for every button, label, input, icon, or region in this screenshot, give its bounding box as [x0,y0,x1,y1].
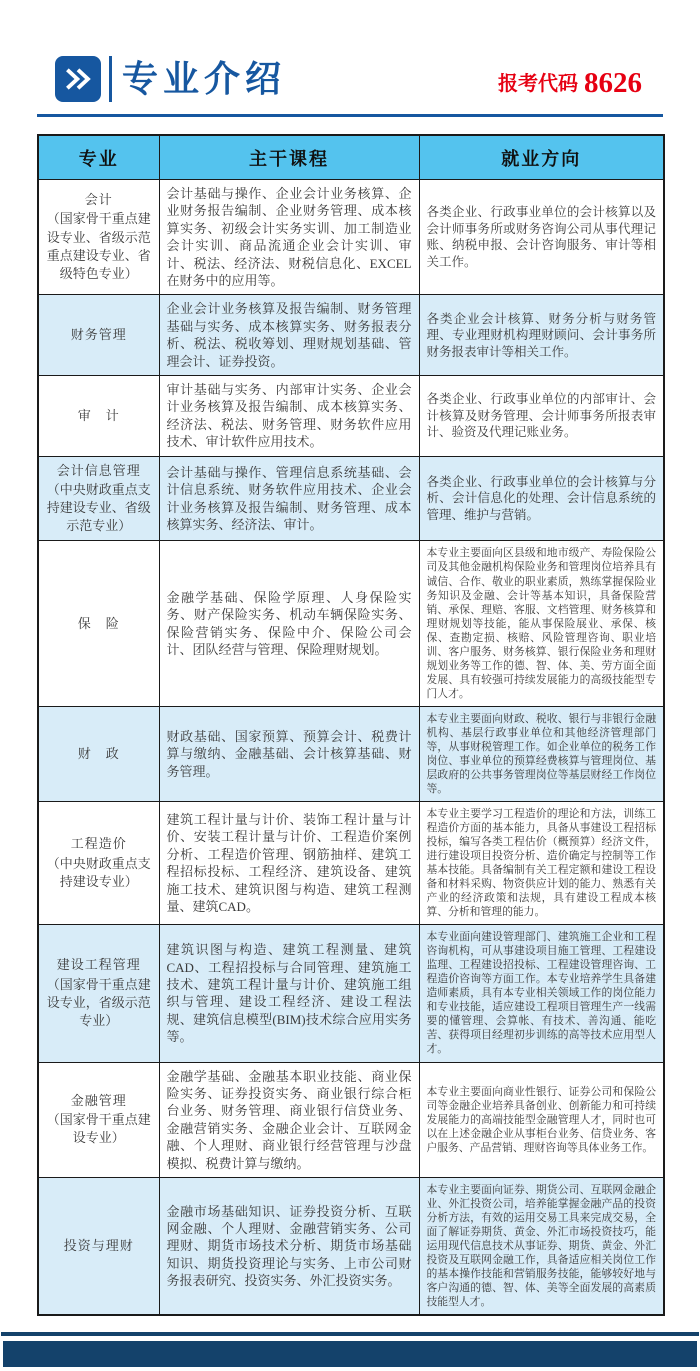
majors-table [37,134,665,1316]
major-name: 工程造价 [70,836,127,852]
column-header-major: 专业 [38,135,159,180]
courses-cell: 会计基础与操作、企业会计业务核算、企业财务报告编制、企业财务管理、成本核算实务、初级会计实务实训、加工制造业会计实训、商品流通企业会计实训、审计、税法、经济法、财税信息化、EXCEL在财务中的应用等。 [159,180,419,295]
table-header-row [38,135,664,180]
table-row [38,706,664,801]
double-chevron-right-icon [55,56,101,102]
major-cell [38,801,159,924]
employment-cell: 本专业主要面向区县级和地市级产、寿险保险公司及其他金融机构保险业务和管理岗位培养具有诚信、合作、敬业的职业素质，熟练掌握保险业务知识及金融、会计等基本知识，具备保险营销、承保、理赔、客服、文档管理、财务核算和理财规划等技能，能从事保险展业、承保、核保、查勘定损、核赔、风险管理咨询、职业培训、客户服务、财务核算、银行保险业务和理财规划业务等工作的德、智、体、美、劳方面全面发展、具有较强可持续发展能力的高级技能型专门人才。 [419,541,664,706]
courses-cell: 建筑工程计量与计价、装饰工程计量与计价、安装工程计量与计价、工程造价案例分析、工程造价管理、钢筋抽样、建筑工程招标投标、工程经济、建筑设备、建筑施工技术、建筑识图与构造、建筑工程测量、建筑CAD。 [159,801,419,924]
major-name: 投资与理财 [63,1237,134,1253]
employment-cell: 本专业主要面向财政、税收、银行与非银行金融机构、基层行政事业单位和其他经济管理部门等，从事财税管理工作。如企业单位的税务工作岗位、事业单位的预算经费核算与管理岗位、基层政府的公共事务管理岗位等基层财经工作岗位等。 [419,706,664,801]
table-row [38,376,664,457]
major-name: 建设工程管理 [56,957,141,973]
major-cell [38,541,159,706]
major-cell [38,456,159,541]
page-header [0,0,700,102]
major-note: （国家骨干重点建设专业、省级示范重点建设专业、省级特色专业） [46,211,151,281]
major-name: 财务管理 [70,327,127,343]
page-footer [0,1332,700,1367]
major-name: 保 险 [77,615,120,631]
code-value: 8626 [584,67,642,99]
major-note: （中央财政重点支持建设专业） [46,855,151,889]
courses-cell: 金融市场基础知识、证券投资分析、互联网金融、个人理财、金融营销实务、公司理财、期货市场技术分析、期货市场基础知识、期货投资理论与实务、上市公司财务报表研究、投资实务、外汇投资实务。 [159,1177,419,1315]
major-name: 会计信息管理 [56,462,141,478]
major-note: （国家骨干重点建设专业，省级示范专业） [46,976,151,1029]
application-code [498,69,642,102]
footer-bar [3,1341,697,1367]
courses-cell: 企业会计业务核算及报告编制、财务管理基础与实务、成本核算实务、财务报表分析、税法、税收筹划、理财规划基础、管理会计、证券投资。 [159,295,419,376]
employment-cell: 各类企业会计核算、财务分析与财务管理、专业理财机构理财顾问、会计事务所财务报表审计等相关工作。 [419,295,664,376]
table-row [38,180,664,295]
major-name: 会计 [84,192,113,208]
major-name: 金融管理 [70,1092,127,1108]
brand [55,56,286,102]
courses-cell: 会计基础与操作、管理信息系统基础、会计信息系统、财务软件应用技术、企业会计业务核算及报告编制、财务管理、成本核算实务、经济法、审计。 [159,456,419,541]
major-name: 审 计 [77,407,120,423]
major-cell [38,925,159,1062]
employment-cell: 本专业主要面向证券、期货公司、互联网金融企业、外汇投资公司，培养能掌握金融产品的投资分析方法，有效的运用交易工具来完成交易，全面了解证券期货、黄金、外汇市场投资技巧，能运用现代信息技术从事证券、期货、黄金、外汇投资及互联网金融工作，具备适应相关岗位工作的基本操作技能和营销服务技能，能够较好地与客户沟通的德、智、体、美等全面发展的高素质技能型人才。 [419,1177,664,1315]
employment-cell: 各类企业、行政事业单位的内部审计、会计核算及财务管理、会计师事务所报表审计、验资及代理记账业务。 [419,376,664,457]
employment-cell: 本专业主要学习工程造价的理论和方法，训练工程造价方面的基本能力，具备从事建设工程招标投标，编写各类工程估价（概预算）经济文件，进行建设项目投资分析、造价确定与控制等工作基本技能。具备编制有关工程定额和建设工程设备和材料采购、物资供应计划的能力、熟悉有关产业的经济政策和法规，具有建设工程成本核算、分析和管理的能力。 [419,801,664,924]
employment-cell: 本专业面向建设管理部门、建筑施工企业和工程咨询机构，可从事建设项目施工管理、工程建设监理、工程建设招投标、工程建设管理咨询、工程造价咨询等方面工作。本专业培养学生具备建造师素质，具有本专业相关领域工作的岗位能力和专业技能，适应建设工程项目管理生产一线需要的懂管理、会算帐、有技术、善沟通、能吃苦、获得项目经理初步训练的高等技术应用型人才。 [419,925,664,1062]
table-row [38,295,664,376]
courses-cell: 审计基础与实务、内部审计实务、企业会计业务核算及报告编制、成本核算实务、经济法、税法、财务管理、财务软件应用技术、审计软件应用技术。 [159,376,419,457]
table-row [38,541,664,706]
table-row [38,456,664,541]
courses-cell: 建筑识图与构造、建筑工程测量、建筑CAD、工程招投标与合同管理、建筑施工技术、建筑工程计量与计价、建筑施工组织与管理、建设工程经济、建设工程法规、建筑信息模型(BIM)技术综合应用实务等。 [159,925,419,1062]
table-row [38,801,664,924]
major-note: （国家骨干重点建设专业） [46,1112,151,1146]
table-row [38,1062,664,1177]
employment-cell: 各类企业、行政事业单位的会计核算以及会计师事务所或财务咨询公司从事代理记账、纳税申报、会计咨询服务、审计等相关工作。 [419,180,664,295]
courses-cell: 金融学基础、金融基本职业技能、商业保险实务、证券投资实务、商业银行综合柜台业务、财务管理、商业银行信贷业务、金融营销实务、金融企业会计、互联网金融、个人理财、商业银行经营管理与沙盘模拟、税费计算与缴纳。 [159,1062,419,1177]
major-note: （中央财政重点支持建设专业、省级示范专业） [46,481,151,534]
employment-cell: 本专业主要面向商业性银行、证券公司和保险公司等金融企业培养具备创业、创新能力和可持续发展能力的高端技能型金融管理人才，同时也可以在上述金融企业从事柜台业务、信贷业务、客户服务、产品营销、理财咨询等具体业务工作。 [419,1062,664,1177]
table-row [38,925,664,1062]
major-cell [38,706,159,801]
major-cell [38,1062,159,1177]
code-label: 报考代码 [498,73,578,95]
page-title: 专业介绍 [122,58,287,99]
courses-cell: 金融学基础、保险学原理、人身保险实务、财产保险实务、机动车辆保险实务、保险营销实务、保险中介、保险公司会计、团队经营与管理、保险理财规划。 [159,541,419,706]
column-header-courses: 主干课程 [159,135,419,180]
major-name: 财 政 [77,745,120,761]
major-cell [38,376,159,457]
courses-cell: 财政基础、国家预算、预算会计、税费计算与缴纳、金融基础、会计核算基础、财务管理。 [159,706,419,801]
footer-thin-stripe [1,1332,699,1336]
header-divider [37,114,663,117]
major-cell [38,295,159,376]
major-cell [38,1177,159,1315]
title-divider [109,56,112,102]
major-cell [38,180,159,295]
employment-cell: 各类企业、行政事业单位的会计核算与分析、会计信息化的处理、会计信息系统的管理、维护与营销。 [419,456,664,541]
table-row [38,1177,664,1315]
column-header-employment: 就业方向 [419,135,664,180]
